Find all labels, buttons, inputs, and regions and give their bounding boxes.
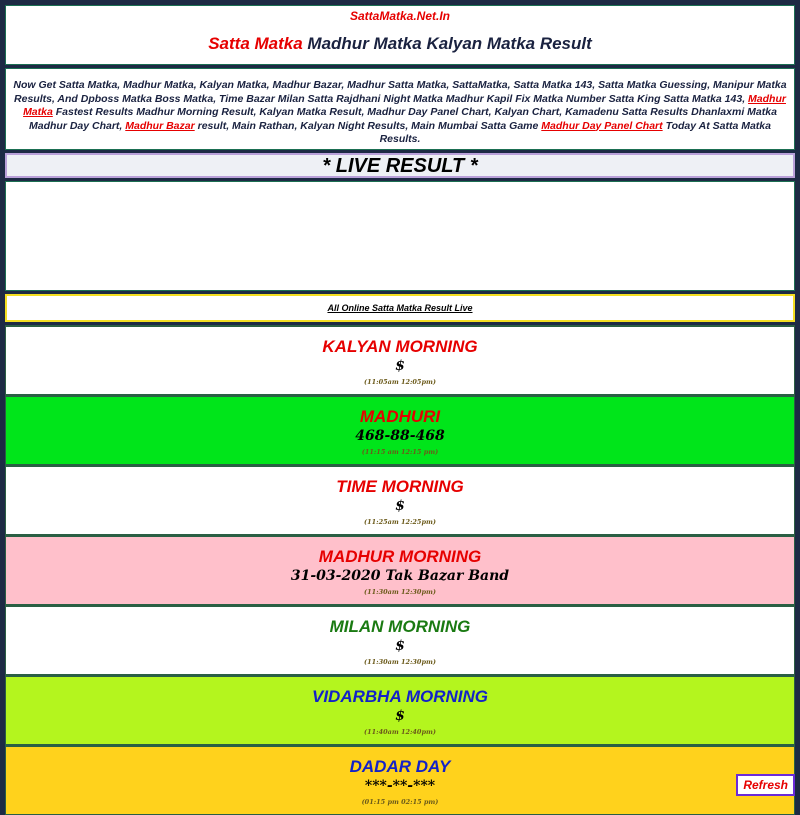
game-result: 468-88-468 xyxy=(355,428,445,444)
game-time: (11:25am 12:25pm) xyxy=(364,518,436,526)
game-panel xyxy=(5,325,795,395)
game-time: (11:15 am 12:15 pm) xyxy=(361,448,439,456)
game-panel xyxy=(5,395,795,465)
game-name: MILAN MORNING xyxy=(329,617,471,636)
game-result: ***-**-*** xyxy=(364,778,436,794)
game-time: (01:15 pm 02:15 pm) xyxy=(361,798,439,806)
game-name: TIME MORNING xyxy=(336,477,464,496)
intro-part-4: Today At Satta Matka Results. xyxy=(379,119,771,145)
game-name: KALYAN MORNING xyxy=(322,337,478,356)
game-panel xyxy=(5,745,795,815)
game-result: $ xyxy=(395,498,405,514)
intro-part-1: Now Get Satta Matka, Madhur Matka, Kalyan Matka, Madhur Bazar, Madhur Satta Matka, SattaMatka, Satta Matka 143, Satta Matka Guessing, Manipur Matka Results, And Dpboss Matka Boss Matka, Time Bazar Milan Satta Rajdhani Night Matka Madhur Kapil Fix Matka Number Satta King Satta Matka 143, xyxy=(13,79,787,105)
intro-text xyxy=(5,68,795,150)
intro-part-3: result, Main Rathan, Kalyan Night Results, Main Mumbai Satta Game xyxy=(194,119,542,132)
live-result-panel xyxy=(5,181,795,291)
game-time: (11:30am 12:30pm) xyxy=(364,658,436,666)
live-ticker xyxy=(5,294,795,322)
game-result: $ xyxy=(395,708,405,724)
page-title xyxy=(6,34,794,54)
refresh-button[interactable]: Refresh xyxy=(736,774,795,796)
game-time: (11:40am 12:40pm) xyxy=(364,728,436,736)
site-header xyxy=(5,5,795,65)
live-result-bar: * LIVE RESULT * xyxy=(5,153,795,178)
site-link[interactable]: SattaMatka.Net.In xyxy=(349,9,451,23)
madhur-day-panel-chart-link[interactable]: Madhur Day Panel Chart xyxy=(541,119,663,132)
page-title-highlight: Satta Matka xyxy=(208,34,303,53)
ticker-text: All Online Satta Matka Result Live xyxy=(327,303,473,313)
game-name: VIDARBHA MORNING xyxy=(312,687,488,706)
madhur-matka-link[interactable]: Madhur Matka xyxy=(23,92,786,118)
game-time: (11:30am 12:30pm) xyxy=(364,588,436,596)
game-result: $ xyxy=(395,358,405,374)
intro-part-2: Fastest Results Madhur Morning Result, Kalyan Matka Result, Madhur Day Panel Chart, Kalyan Chart, Kamadenu Satta Results Dhanlaxmi Matka Madhur Day Chart, xyxy=(29,106,777,132)
game-panel xyxy=(5,465,795,535)
game-list xyxy=(5,325,795,815)
page-title-rest: Madhur Matka Kalyan Matka Result xyxy=(302,34,592,53)
game-name: MADHUR MORNING xyxy=(318,547,482,566)
game-result: 31-03-2020 Tak Bazar Band xyxy=(290,568,510,584)
game-name: MADHURI xyxy=(359,407,441,426)
game-panel xyxy=(5,605,795,675)
page-container xyxy=(5,5,795,815)
game-time: (11:05am 12:05pm) xyxy=(364,378,436,386)
madhur-bazar-link[interactable]: Madhur Bazar xyxy=(125,119,195,132)
game-panel xyxy=(5,535,795,605)
game-name: DADAR DAY xyxy=(349,757,451,776)
game-panel xyxy=(5,675,795,745)
game-result: $ xyxy=(395,638,405,654)
